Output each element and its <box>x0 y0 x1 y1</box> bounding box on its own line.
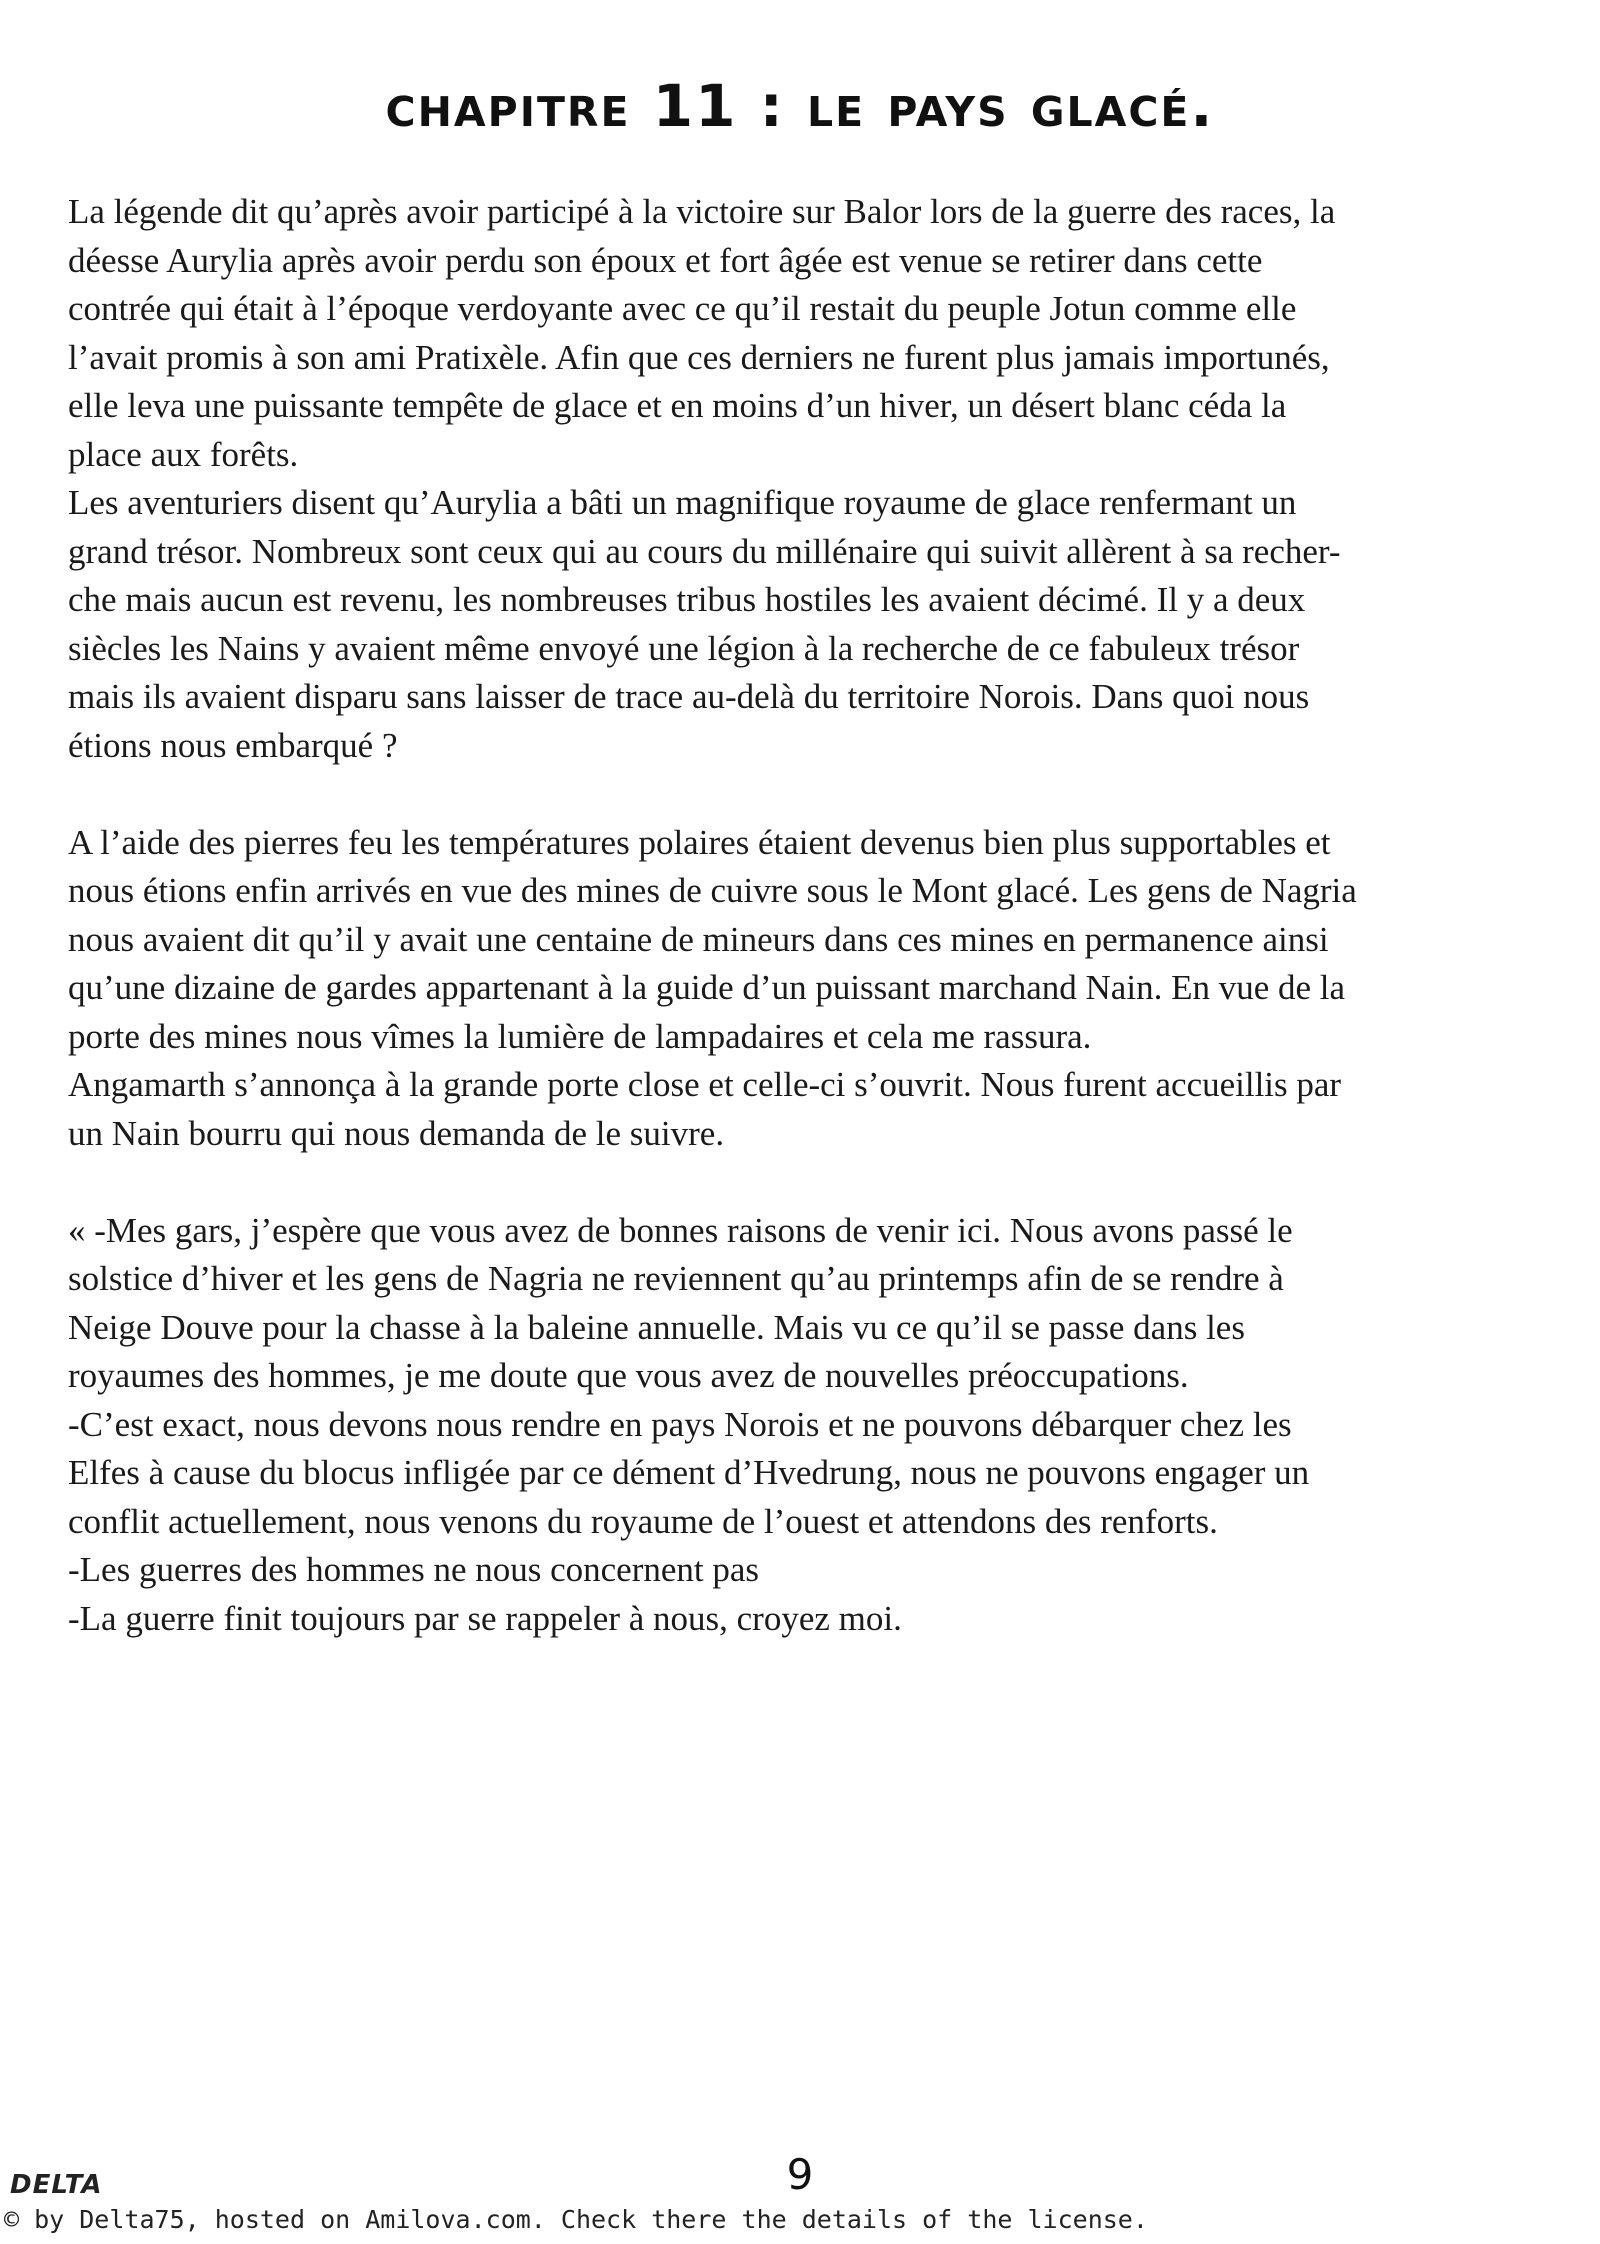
body-text <box>68 188 1558 1643</box>
copyright-notice: © by Delta75, hosted on Amilova.com. Check there the details of the license. <box>4 2205 1148 2234</box>
paragraph-mines: A l’aide des pierres feu les températures polaires étaient devenus bien plus supportables et nous étions enfin arrivés en vue des mines de cuivre sous le Mont glacé. Les gens de Nagria nous avaient dit qu’il y avait une centaine de mineurs dans ces mines en permanence ainsi qu’une dizaine de gardes appartenant à la guide d’un puissant marchand Nain. En vue de la porte des mines nous vîmes la lumière de lampadaires et cela me rassura. Angamarth s’annonça à la grande porte close et celle-ci s’ouvrit. Nous furent accueillis par un Nain bourru qui nous demanda de le suivre. <box>68 822 1357 1153</box>
delta-logo: DELTA <box>10 2170 103 2200</box>
chapter-title: chapitre 11 : le pays glacé. <box>385 72 1215 140</box>
paragraph-legend: La légende dit qu’après avoir participé à la victoire sur Balor lors de la guerre des races, la déesse Aurylia après avoir perdu son époux et fort âgée est venue se retirer dans cette contrée qui était à l’époque verdoyante avec ce qu’il restait du peuple Jotun comme elle l’avait promis à son ami Pratixèle. Afin que ces derniers ne furent plus jamais importunés, elle leva une puissante tempête de glace et en moins d’un hiver, un désert blanc céda la place aux forêts. Les aventuriers disent qu’Aurylia a bâti un magnifique royaume de glace renfermant un grand trésor. Nombreux sont ceux qui au cours du millénaire qui suivit allèrent à sa recher- che mais aucun est revenu, les nombreuses tribus hostiles les avaient décimé. Il y a deux siècles les Nains y avaient même envoyé une légion à la recherche de ce fabuleux trésor mais ils avaient disparu sans laisser de trace au-delà du territoire Norois. Dans quoi nous étions nous embarqué ? <box>68 192 1341 765</box>
paragraph-dialogue: « -Mes gars, j’espère que vous avez de bonnes raisons de venir ici. Nous avons passé le solstice d’hiver et les gens de Nagria ne reviennent qu’au printemps afin de se rendre à Neige Douve pour la chasse à la baleine annuelle. Mais vu ce qu’il se passe dans les royaumes des hommes, je me doute que vous avez de nouvelles préoccupations. -C’est exact, nous devons nous rendre en pays Norois et ne pouvons débarquer chez les Elfes à cause du blocus infligée par ce dément d’Hvedrung, nous ne pouvons engager un conflit actuellement, nous venons du royaume de l’ouest et attendons des renforts. -Les guerres des hommes ne nous concernent pas -La guerre finit toujours par se rappeler à nous, croyez moi. <box>68 1210 1310 1638</box>
page-number: 9 <box>786 2150 814 2199</box>
